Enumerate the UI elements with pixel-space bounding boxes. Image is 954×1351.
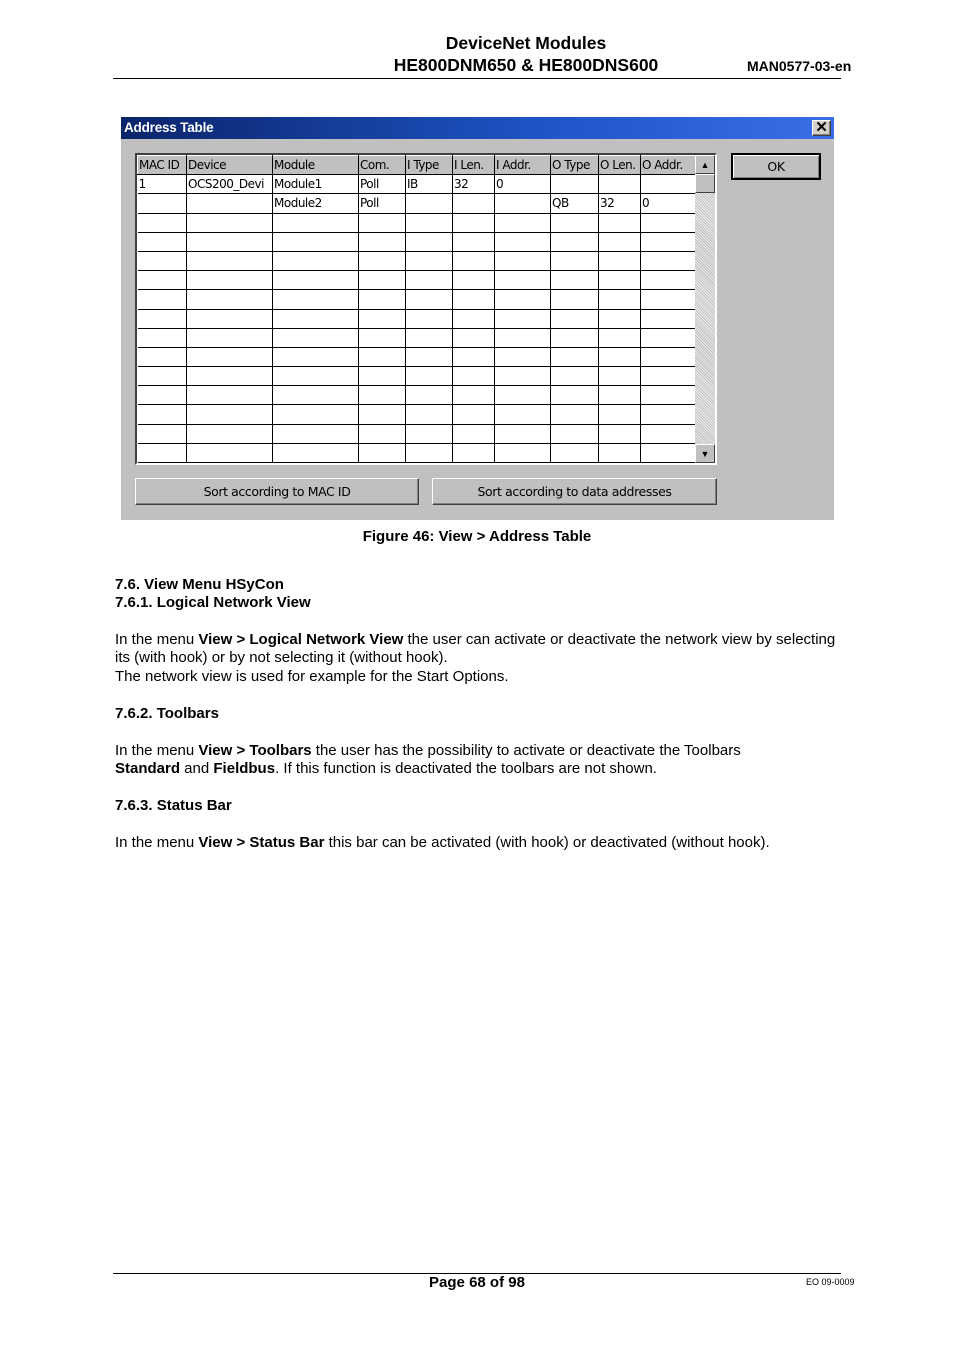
table-cell[interactable] [359,443,406,462]
table-cell[interactable] [406,405,453,424]
table-cell[interactable] [641,290,697,309]
table-cell[interactable] [138,194,187,213]
table-cell[interactable] [187,309,273,328]
table-header-row [138,156,697,175]
table-cell[interactable] [273,232,359,251]
table-cell[interactable] [359,290,406,309]
table-cell[interactable] [495,194,551,213]
table-cell[interactable]: OCS200_Devi [187,175,273,194]
table-row[interactable] [138,232,697,251]
table-cell[interactable] [599,309,641,328]
table-cell[interactable] [551,328,599,347]
table-row[interactable] [138,290,697,309]
ok-button[interactable]: OK [731,153,821,180]
table-cell[interactable] [187,347,273,366]
arrow-down-icon: ▼ [700,448,710,459]
table-cell[interactable] [453,194,495,213]
table-cell[interactable] [641,213,697,232]
column-header[interactable]: Com. [359,156,406,175]
table-cell[interactable] [551,309,599,328]
table-row[interactable] [138,386,697,405]
table-cell[interactable] [187,290,273,309]
table-cell[interactable] [406,367,453,386]
column-header[interactable]: O Type [551,156,599,175]
paragraph-status-bar [115,834,845,852]
table-row[interactable] [138,347,697,366]
table-cell[interactable] [187,194,273,213]
table-cell[interactable] [406,443,453,462]
table-cell[interactable] [273,309,359,328]
table-cell[interactable] [453,328,495,347]
column-header[interactable]: I Type [406,156,453,175]
table-cell[interactable] [406,386,453,405]
table-cell[interactable] [495,213,551,232]
table-cell[interactable]: 0 [495,175,551,194]
table-cell[interactable] [453,424,495,443]
table-cell[interactable] [641,405,697,424]
table-cell[interactable] [641,443,697,462]
table-cell[interactable] [495,309,551,328]
footer-code: EO 09-0009 [806,1277,855,1287]
paragraph-logical-network-view [115,631,845,686]
table-cell[interactable] [641,367,697,386]
table-cell[interactable] [187,232,273,251]
table-row[interactable] [138,405,697,424]
table-cell[interactable] [138,386,187,405]
header-rule [113,78,841,79]
table-cell[interactable] [187,271,273,290]
table-cell[interactable] [359,232,406,251]
table-cell[interactable]: QB [551,194,599,213]
table-cell[interactable] [599,213,641,232]
table-cell[interactable] [273,328,359,347]
table-cell[interactable] [551,251,599,270]
table-cell[interactable] [453,290,495,309]
table-cell[interactable] [599,251,641,270]
header-title-line2: HE800DNM650 & HE800DNS600 [393,55,659,75]
table-cell[interactable] [641,386,697,405]
table-cell[interactable] [551,232,599,251]
table-cell[interactable] [599,405,641,424]
table-cell[interactable] [138,328,187,347]
table-cell[interactable] [359,386,406,405]
table-cell[interactable] [138,347,187,366]
table-cell[interactable] [406,232,453,251]
table-cell[interactable] [495,251,551,270]
table-cell[interactable] [599,347,641,366]
table-cell[interactable] [495,367,551,386]
table-cell[interactable] [406,213,453,232]
table-cell[interactable] [187,328,273,347]
table-cell[interactable] [138,309,187,328]
table-cell[interactable] [551,290,599,309]
table-row[interactable] [138,271,697,290]
header-title-line1: DeviceNet Modules [445,33,607,53]
table-cell[interactable] [359,328,406,347]
table-cell[interactable] [359,271,406,290]
table-cell[interactable] [495,386,551,405]
dialog-title: Address Table [124,120,214,135]
table-cell[interactable] [138,271,187,290]
table-cell[interactable]: 32 [453,175,495,194]
menu-path-bold: View > Status Bar [198,834,325,851]
table-cell[interactable] [273,213,359,232]
table-cell[interactable] [551,367,599,386]
table-row[interactable] [138,309,697,328]
toolbar-name-bold: Standard [115,760,181,778]
toolbar-name-bold: Fieldbus [213,760,276,778]
table-cell[interactable] [599,175,641,194]
text: In the menu [115,742,199,759]
column-header[interactable]: Device [187,156,273,175]
table-cell[interactable] [359,424,406,443]
table-cell[interactable]: Module2 [273,194,359,213]
table-cell[interactable] [138,290,187,309]
table-cell[interactable] [359,405,406,424]
table-cell[interactable] [599,367,641,386]
table-cell[interactable] [453,367,495,386]
table-cell[interactable] [495,424,551,443]
table-cell[interactable]: 32 [599,194,641,213]
table-cell[interactable] [359,251,406,270]
table-cell[interactable] [187,443,273,462]
table-cell[interactable] [359,213,406,232]
table-cell[interactable] [187,386,273,405]
table-cell[interactable] [453,251,495,270]
table-cell[interactable] [641,232,697,251]
table-cell[interactable] [406,194,453,213]
table-cell[interactable] [551,386,599,405]
table-cell[interactable] [406,290,453,309]
menu-path-bold: View > Logical Network View [198,631,404,648]
table-cell[interactable] [453,405,495,424]
table-cell[interactable] [453,443,495,462]
table-cell[interactable]: 0 [641,194,697,213]
table-cell[interactable] [495,290,551,309]
table-cell[interactable] [406,271,453,290]
table-row[interactable] [138,194,697,213]
table-row[interactable] [138,424,697,443]
table-cell[interactable] [551,271,599,290]
table-cell[interactable] [187,405,273,424]
column-header[interactable]: Module [273,156,359,175]
table-cell[interactable] [641,251,697,270]
text: . If this function is deactivated the toolbars are not shown. [275,760,657,778]
table-cell[interactable] [273,367,359,386]
scroll-down-button[interactable] [695,444,715,463]
table-cell[interactable] [453,232,495,251]
table-cell[interactable] [641,328,697,347]
table-cell[interactable] [599,443,641,462]
table-cell[interactable] [406,251,453,270]
table-cell[interactable] [599,386,641,405]
table-cell[interactable] [495,443,551,462]
text: this bar can be activated (with hook) or deactivated (without hook). [324,834,770,851]
column-header[interactable]: MAC ID [138,156,187,175]
close-icon: ✕ [815,119,828,136]
table-cell[interactable] [138,251,187,270]
table-cell[interactable] [599,271,641,290]
text: The network view is used for example for the Start Options. [115,667,509,685]
scroll-up-button[interactable] [695,155,715,174]
table-cell[interactable] [599,290,641,309]
table-cell[interactable] [551,424,599,443]
table-cell[interactable] [453,347,495,366]
table-cell[interactable] [187,424,273,443]
table-cell[interactable] [406,424,453,443]
header-doc-id: MAN0577-03-en [747,58,852,74]
vertical-scrollbar[interactable] [695,155,715,463]
table-cell[interactable] [359,309,406,328]
table-cell[interactable]: IB [406,175,453,194]
section-heading-7-6-2: 7.6.2. Toolbars [115,705,219,722]
text: In the menu [115,631,199,648]
table-cell[interactable] [495,347,551,366]
column-header[interactable]: O Addr. [641,156,697,175]
text: the user can activate or deactivate the network view by selecting its (with hook) or by not selecting it (without hook). [115,631,836,667]
table-cell[interactable] [641,424,697,443]
table-cell[interactable] [138,232,187,251]
table-cell[interactable] [138,213,187,232]
table-cell[interactable] [599,328,641,347]
close-button[interactable] [812,120,831,136]
text: the user has the possibility to activate or deactivate the Toolbars [311,742,741,759]
table-row[interactable] [138,328,697,347]
text: and [180,760,214,778]
table-cell[interactable]: Module1 [273,175,359,194]
table-cell[interactable] [453,271,495,290]
table-row[interactable] [138,367,697,386]
sort-by-data-addresses-button[interactable]: Sort according to data addresses [432,478,717,505]
table-cell[interactable] [138,424,187,443]
table-cell[interactable] [551,347,599,366]
table-cell[interactable] [138,405,187,424]
figure-caption: Figure 46: View > Address Table [362,528,592,545]
table-cell[interactable] [359,367,406,386]
table-cell[interactable] [406,309,453,328]
table-cell[interactable] [453,213,495,232]
table-cell[interactable] [453,309,495,328]
table-cell[interactable] [273,405,359,424]
table-cell[interactable] [599,232,641,251]
table-cell[interactable] [273,251,359,270]
column-header[interactable]: O Len. [599,156,641,175]
table-row[interactable] [138,175,697,194]
page-number: Page 68 of 98 [429,1274,525,1291]
table-cell[interactable] [495,328,551,347]
column-header[interactable]: I Addr. [495,156,551,175]
table-cell[interactable] [551,175,599,194]
address-table [137,155,697,463]
table-row[interactable] [138,213,697,232]
table-cell[interactable] [273,424,359,443]
column-header[interactable]: I Len. [453,156,495,175]
table-cell[interactable]: Poll [359,175,406,194]
dialog-titlebar[interactable] [121,117,834,139]
table-cell[interactable]: Poll [359,194,406,213]
table-cell[interactable] [495,232,551,251]
table-cell[interactable] [599,424,641,443]
table-cell[interactable] [273,443,359,462]
table-cell[interactable] [551,213,599,232]
table-cell[interactable] [273,386,359,405]
table-cell[interactable] [641,309,697,328]
table-cell[interactable] [187,367,273,386]
table-cell[interactable] [641,175,697,194]
address-table-dialog [121,117,834,520]
table-cell[interactable] [273,271,359,290]
table-cell[interactable]: 1 [138,175,187,194]
table-cell[interactable] [551,405,599,424]
table-cell[interactable] [273,347,359,366]
sort-by-mac-id-button[interactable]: Sort according to MAC ID [135,478,419,505]
table-cell[interactable] [495,271,551,290]
address-grid [135,153,717,465]
table-cell[interactable] [359,347,406,366]
paragraph-toolbars [115,742,845,779]
table-cell[interactable] [187,213,273,232]
table-cell[interactable] [138,443,187,462]
table-cell[interactable] [406,328,453,347]
table-cell[interactable] [453,386,495,405]
table-cell[interactable] [551,443,599,462]
table-cell[interactable] [406,347,453,366]
scroll-thumb[interactable] [695,174,715,193]
menu-path-bold: View > Toolbars [198,742,312,759]
section-heading-7-6-3: 7.6.3. Status Bar [115,797,232,814]
section-heading-7-6-1: 7.6.1. Logical Network View [115,594,311,611]
table-row[interactable] [138,251,697,270]
table-cell[interactable] [495,405,551,424]
table-row[interactable] [138,443,697,462]
table-cell[interactable] [187,251,273,270]
table-cell[interactable] [641,271,697,290]
text: In the menu [115,834,199,851]
section-heading-7-6: 7.6. View Menu HSyCon [115,576,284,593]
table-cell[interactable] [273,290,359,309]
table-cell[interactable] [641,347,697,366]
table-cell[interactable] [138,367,187,386]
arrow-up-icon: ▲ [700,159,710,170]
